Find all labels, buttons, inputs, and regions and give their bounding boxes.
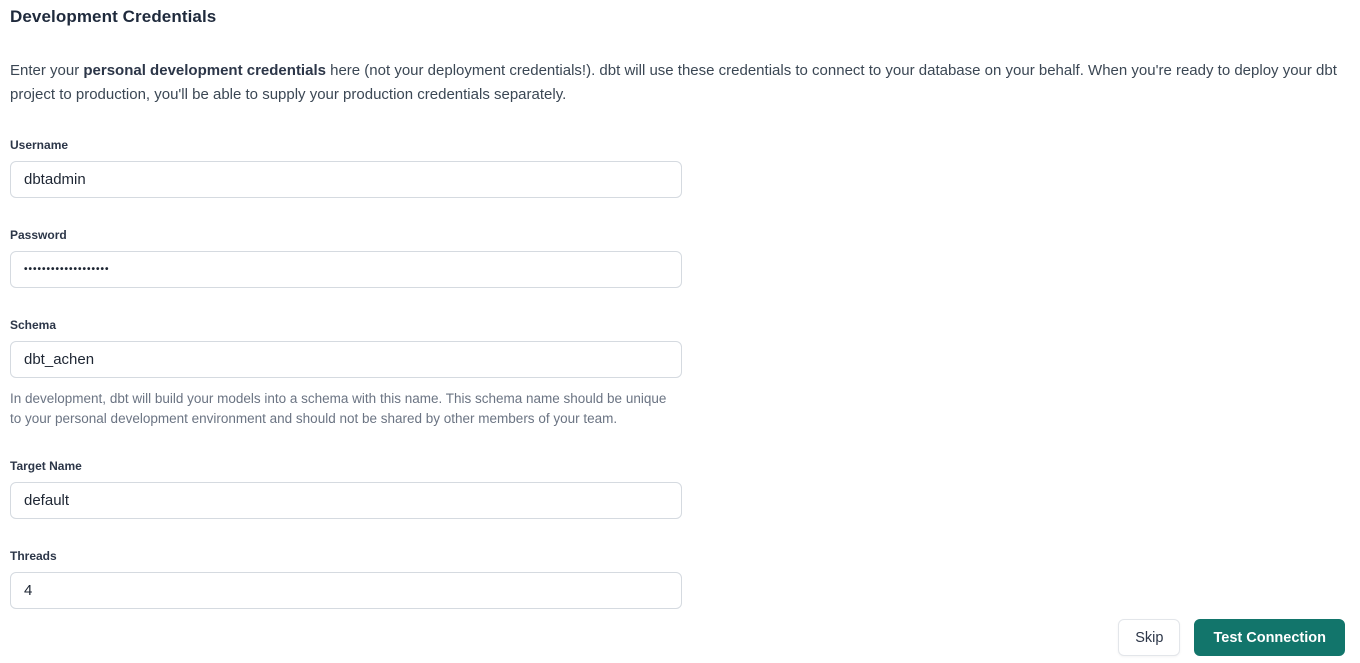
intro-prefix: Enter your	[10, 62, 84, 79]
schema-helper-text: In development, dbt will build your models into a schema with this name. This schema name should be unique to your personal development environment and should not be shared by other members of your team.	[10, 391, 667, 426]
intro-paragraph	[10, 59, 1340, 107]
username-label: Username	[10, 138, 69, 152]
schema-input[interactable]	[10, 341, 682, 378]
threads-input[interactable]	[10, 572, 682, 609]
threads-field-group	[10, 549, 682, 609]
password-label: Password	[10, 228, 67, 242]
skip-button[interactable]: Skip	[1118, 619, 1180, 656]
intro-suffix: here (not your deployment credentials!). dbt will use these credentials to connect to your database on your behalf. When you're ready to deploy your dbt project to production, you'll be able to supply your production credentials separately.	[10, 62, 1337, 103]
page-title: Development Credentials	[10, 7, 217, 26]
schema-field-group	[10, 318, 682, 429]
target-name-field-group	[10, 459, 682, 519]
password-field-group	[10, 228, 682, 288]
form-actions	[1118, 619, 1345, 656]
target-name-input[interactable]	[10, 482, 682, 519]
test-connection-button[interactable]: Test Connection	[1194, 619, 1345, 656]
schema-label: Schema	[10, 318, 57, 332]
username-input[interactable]	[10, 161, 682, 198]
username-field-group	[10, 138, 682, 198]
threads-label: Threads	[10, 549, 57, 563]
intro-emphasis: personal development credentials	[83, 62, 326, 79]
password-input[interactable]	[10, 251, 682, 288]
target-name-label: Target Name	[10, 459, 82, 473]
